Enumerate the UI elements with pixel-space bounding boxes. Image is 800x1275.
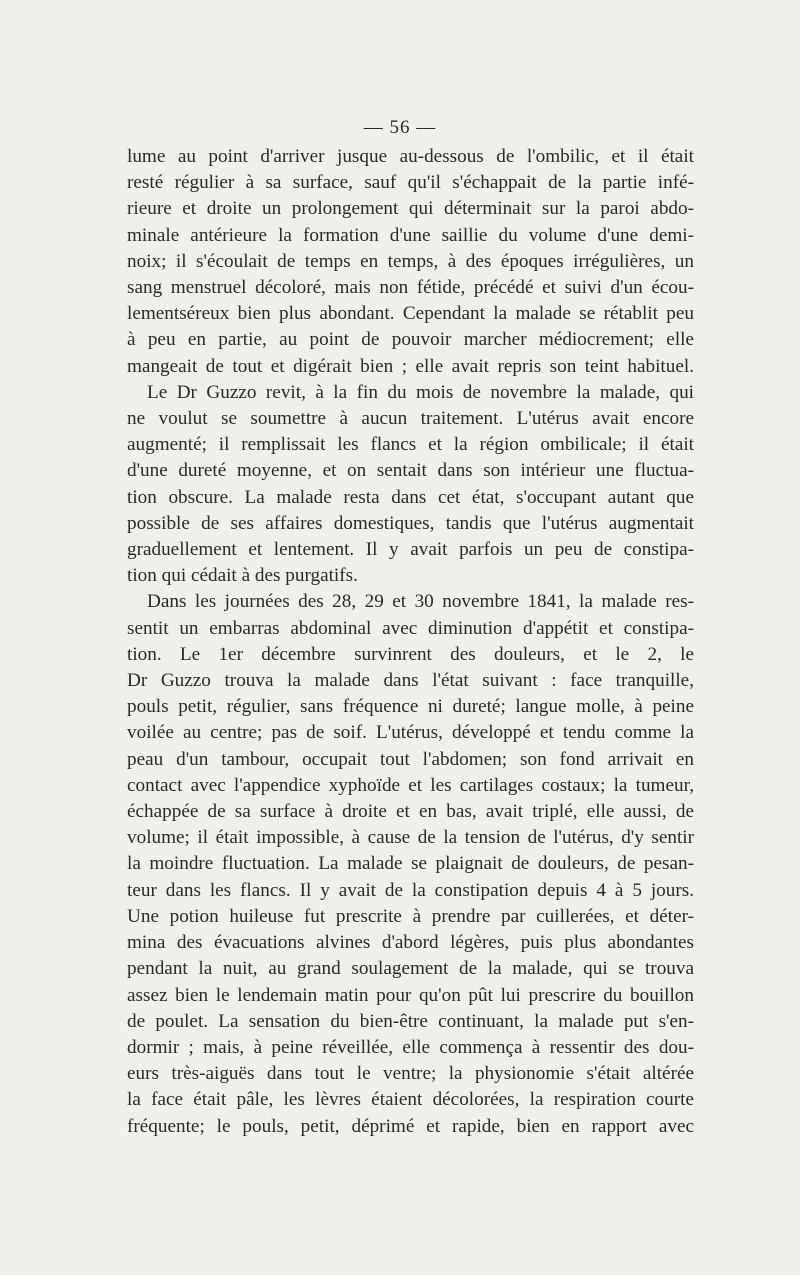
text-line: volume; il était impossible, à cause de la tension de l'utérus, d'y sentir (127, 827, 694, 849)
text-line: d'une dureté moyenne, et on sentait dans son intérieur une fluctua- (127, 460, 694, 482)
text-line: assez bien le lendemain matin pour qu'on pût lui prescrire du bouillon (127, 984, 694, 1006)
paragraph-2 (127, 380, 694, 590)
text-line: peau d'un tambour, occupait tout l'abdomen; son fond arrivait en (127, 748, 694, 770)
text-line: à peu en partie, au point de pouvoir marcher médiocrement; elle (127, 329, 694, 351)
text-line: de poulet. La sensation du bien-être continuant, la malade put s'en- (127, 1010, 694, 1032)
text-line: la face était pâle, les lèvres étaient décolorées, la respiration courte (127, 1089, 694, 1111)
text-line: possible de ses affaires domestiques, tandis que l'utérus augmentait (127, 512, 694, 534)
text-line: échappée de sa surface à droite et en bas, avait triplé, elle aussi, de (127, 801, 694, 823)
text-line: pouls petit, régulier, sans fréquence ni dureté; langue molle, à peine (127, 696, 694, 718)
text-line: fréquente; le pouls, petit, déprimé et rapide, bien en rapport avec (127, 1115, 694, 1137)
text-line: tion. Le 1er décembre survinrent des douleurs, et le 2, le (127, 643, 694, 665)
text-line: mangeait de tout et digérait bien ; elle avait repris son teint habituel. (127, 355, 694, 377)
text-line: resté régulier à sa surface, sauf qu'il s'échappait de la partie infé- (127, 172, 694, 194)
text-line: rieure et droite un prolongement qui déterminait sur la paroi abdo- (127, 198, 694, 220)
text-line: Dans les journées des 28, 29 et 30 novembre 1841, la malade res- (147, 591, 694, 613)
text-line: contact avec l'appendice xyphoïde et les cartilages costaux; la tumeur, (127, 774, 694, 796)
text-line: la moindre fluctuation. La malade se plaignait de douleurs, de pesan- (127, 853, 694, 875)
text-line: Dr Guzzo trouva la malade dans l'état suivant : face tranquille, (127, 670, 694, 692)
text-line: ne voulut se soumettre à aucun traitement. L'utérus avait encore (127, 408, 694, 430)
text-line: pendant la nuit, au grand soulagement de la malade, qui se trouva (127, 958, 694, 980)
text-line: graduellement et lentement. Il y avait parfois un peu de constipa- (127, 539, 694, 561)
text-line: tion qui cédait à des purgatifs. (127, 565, 358, 587)
text-body (127, 144, 694, 1140)
text-line: augmenté; il remplissait les flancs et la région ombilicale; il était (127, 434, 694, 456)
text-line: tion obscure. La malade resta dans cet état, s'occupant autant que (127, 486, 694, 508)
text-line: eurs très-aiguës dans tout le ventre; la physionomie s'était altérée (127, 1063, 694, 1085)
text-line: Une potion huileuse fut prescrite à prendre par cuillerées, et déter- (127, 905, 694, 927)
text-line: lementséreux bien plus abondant. Cependant la malade se rétablit peu (127, 303, 694, 325)
page-number: — 56 — (363, 117, 437, 138)
text-line: Le Dr Guzzo revit, à la fin du mois de novembre la malade, qui (147, 381, 694, 403)
paragraph-3 (127, 589, 694, 1139)
text-line: mina des évacuations alvines d'abord légères, puis plus abondantes (127, 932, 694, 954)
text-line: teur dans les flancs. Il y avait de la constipation depuis 4 à 5 jours. (127, 879, 694, 901)
text-line: minale antérieure la formation d'une saillie du volume d'une demi- (127, 224, 694, 246)
text-line: sang menstruel décoloré, mais non fétide, précédé et suivi d'un écou- (127, 277, 694, 299)
paragraph-1 (127, 144, 694, 380)
text-line: sentit un embarras abdominal avec diminution d'appétit et constipa- (127, 617, 694, 639)
text-line: lume au point d'arriver jusque au-dessous de l'ombilic, et il était (127, 146, 694, 167)
text-line: noix; il s'écoulait de temps en temps, à des époques irrégulières, un (127, 250, 694, 272)
text-line: dormir ; mais, à peine réveillée, elle commença à ressentir des dou- (127, 1036, 694, 1058)
text-line: voilée au centre; pas de soif. L'utérus, développé et tendu comme la (127, 722, 694, 744)
